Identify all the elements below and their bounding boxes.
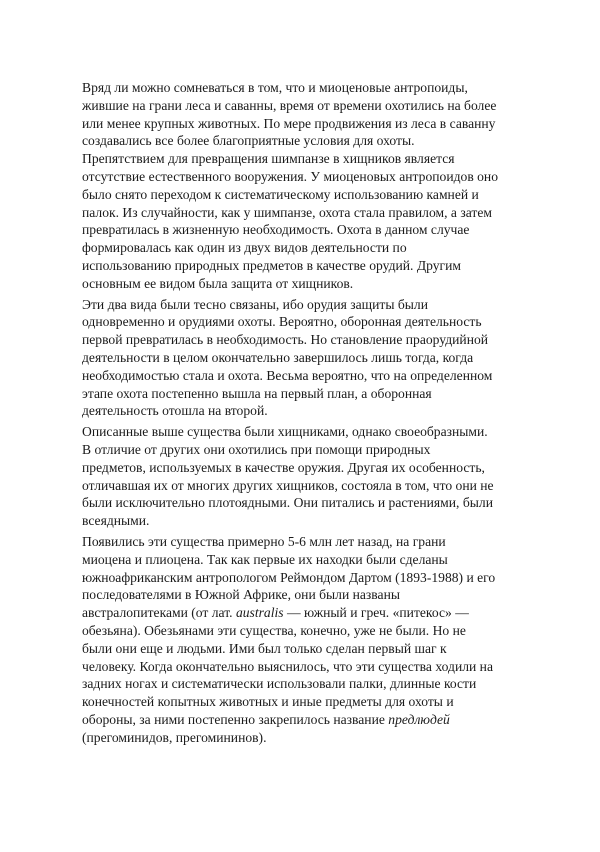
text-line: миоцена и плиоцена. Так как первые их находки были сделаны [82,551,448,567]
text-fragment: австралопитеками (от лат. [82,605,236,621]
paragraph-1 [82,79,522,293]
text-line: палок. Из случайности, как у шимпанзе, охота стала правилом, а затем [82,204,492,220]
text-line: превратилась в жизненную необходимость. Охота в данном случае [82,222,470,238]
text-line: или менее крупных животных. По мере продвижения из леса в саванну [82,115,496,131]
text-line: жившие на грани леса и саванны, время от времени охотились на более [82,97,497,113]
italic-term: предлюдей [388,711,450,727]
text-line: Вряд ли можно сомневаться в том, что и миоценовые антропоиды, [82,80,468,95]
text-line: деятельности в целом окончательно завершилось лишь тогда, когда [82,349,474,365]
text-line: обезьяна). Обезьянами эти существа, конечно, уже не были. Но не [82,622,466,638]
text-line: необходимостью стала и охота. Весьма вероятно, что на определенном [82,367,493,383]
text-line: Описанные выше существа были хищниками, однако своеобразными. [82,424,488,440]
text-fragment: — южный и греч. «питекос» — [283,605,469,621]
text-line: всеядными. [82,513,150,529]
text-line: конечностей копытных животных и иные предметы для охоты и [82,694,454,710]
text-line: южноафриканским антропологом Реймондом Дартом (1893-1988) и его [82,569,496,585]
text-line: первой превратилась в необходимость. Но становление праорудийной [82,332,489,348]
text-line: были они еще и людьми. Ими был только сделан первый шаг к [82,640,447,656]
paragraph-4 [82,533,522,747]
text-line: человеку. Когда окончательно выяснилось, что эти существа ходили на [82,658,493,674]
text-line: Появились эти существа примерно 5-6 млн лет назад, на грани [82,533,446,549]
text-line: отличавшая их от многих других хищников, состояла в том, что они не [82,477,494,493]
text-line-term [82,711,522,729]
text-line-latin [82,604,522,622]
text-line: этапе охота постепенно вышла на первый план, а оборонная [82,385,432,401]
text-line: задних ногах и систематически использовали палки, длинные кости [82,676,477,692]
text-line: В отличие от других они охотились при помощи природных [82,441,431,457]
text-line: создавались все более благоприятные условия для охоты. [82,133,415,149]
text-line: предметов, используемых в качестве оружия. Другая их особенность, [82,459,485,475]
text-line: было снято переходом к систематическому использованию камней и [82,186,479,202]
text-line: формировалась как один из двух видов деятельности по [82,240,407,256]
text-line: (прегоминидов, прегомининов). [82,729,267,745]
paragraph-3 [82,423,522,530]
text-line: Эти два вида были тесно связаны, ибо орудия защиты были [82,296,428,312]
text-line: одновременно и орудиями охоты. Вероятно, оборонная деятельность [82,314,482,330]
latin-term: australis [235,605,284,621]
document-body [82,79,522,749]
text-fragment: обороны, за ними постепенно закрепилось название [82,711,389,727]
text-line: основным ее видом была защита от хищников. [82,275,354,291]
paragraph-2 [82,296,522,421]
text-line: использованию природных предметов в качестве орудий. Другим [82,257,461,273]
text-line: были исключительно плотоядными. Они питались и растениями, были [82,495,493,511]
text-line: последователями в Южной Африке, они были названы [82,587,400,603]
text-line: деятельность отошла на второй. [82,403,268,419]
text-line: Препятствием для превращения шимпанзе в хищников является [82,151,455,167]
text-line: отсутствие естественного вооружения. У миоценовых антропоидов оно [82,168,499,184]
